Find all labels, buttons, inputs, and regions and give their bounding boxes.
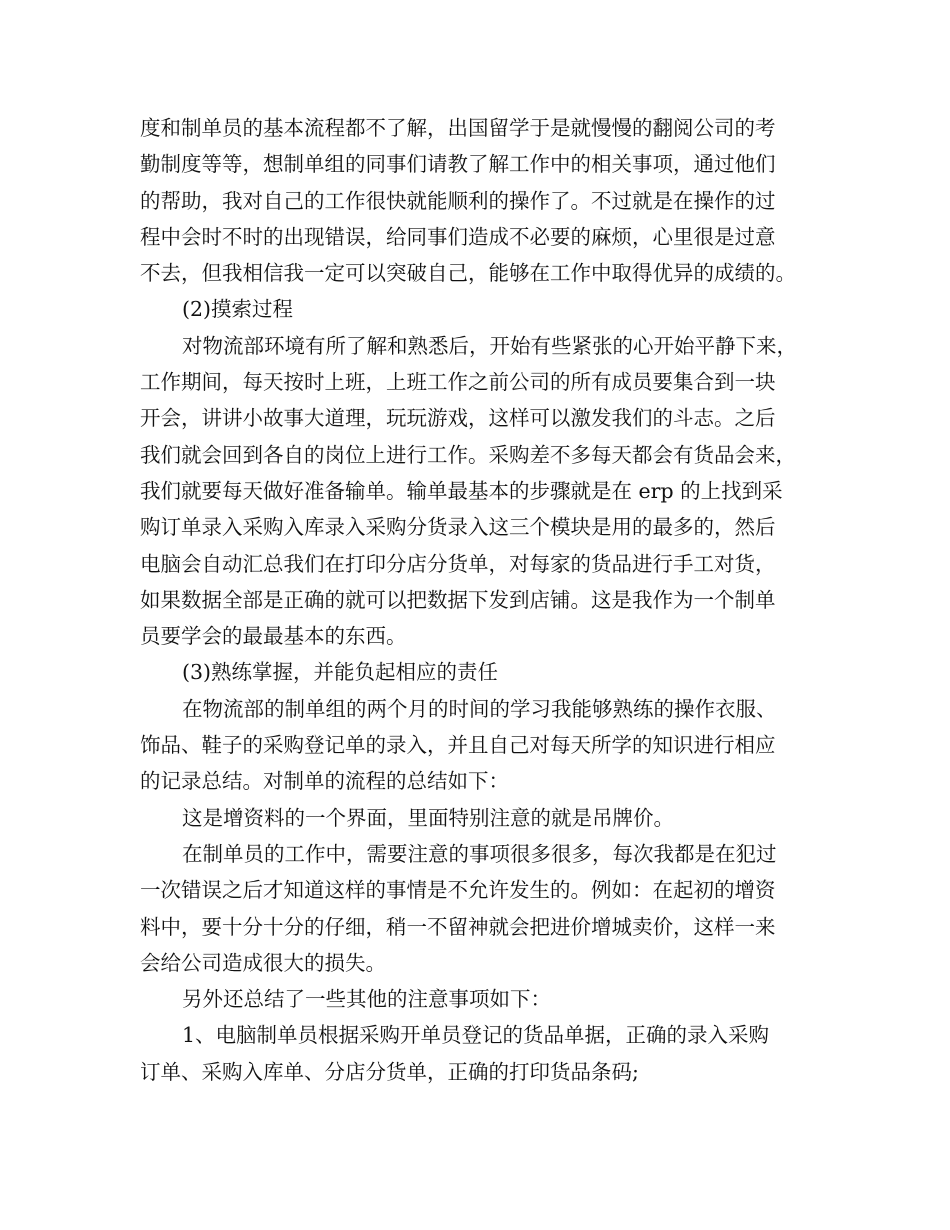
text-line: 度和制单员的基本流程都不了解，出国留学于是就慢慢的翻阅公司的考 — [140, 116, 776, 140]
text-line: (3)熟练掌握，并能负起相应的责任 — [182, 660, 499, 685]
text-line: 勤制度等等，想制单组的同事们请教了解工作中的相关事项，通过他们 — [140, 152, 776, 177]
text-line: 程中会时不时的出现错误，给同事们造成不必要的麻烦，心里很是过意 — [140, 224, 776, 249]
text-line: 购订单录入采购入库录入采购分货录入这三个模块是用的最多的，然后 — [140, 515, 776, 540]
text-line: 订单、采购入库单、分店分货单，正确的打印货品条码; — [140, 1059, 639, 1084]
text-line: 料中，要十分十分的仔细，稍一不留神就会把进价增城卖价，这样一来 — [140, 914, 776, 939]
text-line: 一次错误之后才知道这样的事情是不允许发生的。例如：在起初的增资 — [140, 878, 776, 903]
text-line: 的记录总结。对制单的流程的总结如下： — [140, 769, 509, 794]
text-line: 工作期间，每天按时上班，上班工作之前公司的所有成员要集合到一块 — [140, 370, 776, 395]
text-line: 饰品、鞋子的采购登记单的录入，并且自己对每天所学的知识进行相应 — [140, 733, 776, 758]
text-line: 另外还总结了一些其他的注意事项如下： — [182, 987, 551, 1012]
text-line: 的帮助，我对自己的工作很快就能顺利的操作了。不过就是在操作的过 — [140, 188, 776, 213]
text-line: (2)摸索过程 — [182, 297, 294, 322]
document-body — [140, 110, 830, 1090]
text-line: 员要学会的最最基本的东西。 — [140, 624, 407, 649]
text-line: 在物流部的制单组的两个月的时间的学习我能够熟练的操作衣服、 — [182, 696, 777, 721]
text-line: 电脑会自动汇总我们在打印分店分货单，对每家的货品进行手工对货， — [140, 551, 776, 576]
text-line: 如果数据全部是正确的就可以把数据下发到店铺。这是我作为一个制单 — [140, 587, 776, 612]
text-line: 开会，讲讲小故事大道理，玩玩游戏，这样可以激发我们的斗志。之后 — [140, 406, 776, 431]
text-line: 这是增资料的一个界面，里面特别注意的就是吊牌价。 — [182, 805, 674, 830]
text-line: 我们就会回到各自的岗位上进行工作。采购差不多每天都会有货品会来， — [140, 442, 796, 467]
text-line: 会给公司造成很大的损失。 — [140, 950, 386, 975]
text-line: 不去，但我相信我一定可以突破自己，能够在工作中取得优异的成绩的。 — [140, 261, 796, 286]
text-line: 我们就要每天做好准备输单。输单最基本的步骤就是在 erp 的上找到采 — [140, 478, 783, 503]
text-line: 对物流部环境有所了解和熟悉后，开始有些紧张的心开始平静下来， — [182, 333, 797, 358]
text-line: 在制单员的工作中，需要注意的事项很多很多，每次我都是在犯过 — [182, 841, 777, 866]
text-line: 1、电脑制单员根据采购开单员登记的货品单据，正确的录入采购 — [182, 1023, 770, 1048]
